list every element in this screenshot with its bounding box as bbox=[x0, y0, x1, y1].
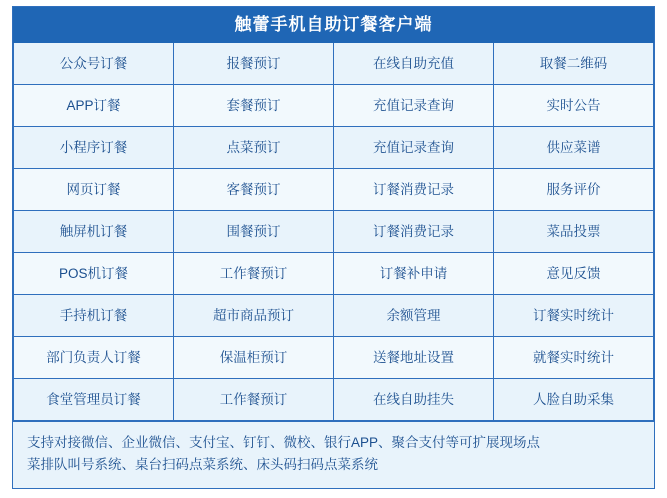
grid-cell[interactable]: 订餐消费记录 bbox=[334, 211, 493, 252]
grid-cell[interactable]: 供应菜谱 bbox=[494, 127, 653, 168]
grid-cell[interactable]: 网页订餐 bbox=[14, 169, 173, 210]
grid-cell[interactable]: 意见反馈 bbox=[494, 253, 653, 294]
grid-cell[interactable]: 充值记录查询 bbox=[334, 85, 493, 126]
grid-cell[interactable]: 小程序订餐 bbox=[14, 127, 173, 168]
grid-cell[interactable]: 工作餐预订 bbox=[174, 253, 333, 294]
footer-line-2: 菜排队叫号系统、桌台扫码点菜系统、床头码扫码点菜系统 bbox=[27, 457, 378, 472]
grid-cell[interactable]: 超市商品预订 bbox=[174, 295, 333, 336]
grid-cell[interactable]: 食堂管理员订餐 bbox=[14, 379, 173, 420]
grid-cell[interactable]: 报餐预订 bbox=[174, 43, 333, 84]
grid-cell[interactable]: 订餐消费记录 bbox=[334, 169, 493, 210]
grid-cell[interactable]: 公众号订餐 bbox=[14, 43, 173, 84]
grid-cell[interactable]: 套餐预订 bbox=[174, 85, 333, 126]
footer-note bbox=[13, 421, 654, 488]
grid-cell[interactable]: 就餐实时统计 bbox=[494, 337, 653, 378]
grid-cell[interactable]: 点菜预订 bbox=[174, 127, 333, 168]
grid-cell[interactable]: 菜品投票 bbox=[494, 211, 653, 252]
grid-cell[interactable]: 订餐补申请 bbox=[334, 253, 493, 294]
grid-cell[interactable]: 余额管理 bbox=[334, 295, 493, 336]
grid-cell[interactable]: 工作餐预订 bbox=[174, 379, 333, 420]
grid-cell[interactable]: 客餐预订 bbox=[174, 169, 333, 210]
grid-cell[interactable]: 触屏机订餐 bbox=[14, 211, 173, 252]
grid-cell[interactable]: 保温柜预订 bbox=[174, 337, 333, 378]
footer-line-1: 支持对接微信、企业微信、支付宝、钉钉、微校、银行APP、聚合支付等可扩展现场点 bbox=[27, 435, 541, 450]
grid-cell[interactable]: 在线自助挂失 bbox=[334, 379, 493, 420]
grid-cell[interactable]: 手持机订餐 bbox=[14, 295, 173, 336]
grid-cell[interactable]: 围餐预订 bbox=[174, 211, 333, 252]
grid-cell[interactable]: 订餐实时统计 bbox=[494, 295, 653, 336]
grid-cell[interactable]: 充值记录查询 bbox=[334, 127, 493, 168]
page-title: 触蕾手机自助订餐客户端 bbox=[13, 7, 654, 43]
grid-cell[interactable]: APP订餐 bbox=[14, 85, 173, 126]
grid-cell[interactable]: POS机订餐 bbox=[14, 253, 173, 294]
grid-cell[interactable]: 实时公告 bbox=[494, 85, 653, 126]
feature-grid bbox=[13, 43, 654, 421]
grid-cell[interactable]: 送餐地址设置 bbox=[334, 337, 493, 378]
menu-panel bbox=[12, 6, 655, 489]
grid-cell[interactable]: 取餐二维码 bbox=[494, 43, 653, 84]
grid-cell[interactable]: 在线自助充值 bbox=[334, 43, 493, 84]
grid-cell[interactable]: 部门负责人订餐 bbox=[14, 337, 173, 378]
grid-cell[interactable]: 服务评价 bbox=[494, 169, 653, 210]
grid-cell[interactable]: 人脸自助采集 bbox=[494, 379, 653, 420]
